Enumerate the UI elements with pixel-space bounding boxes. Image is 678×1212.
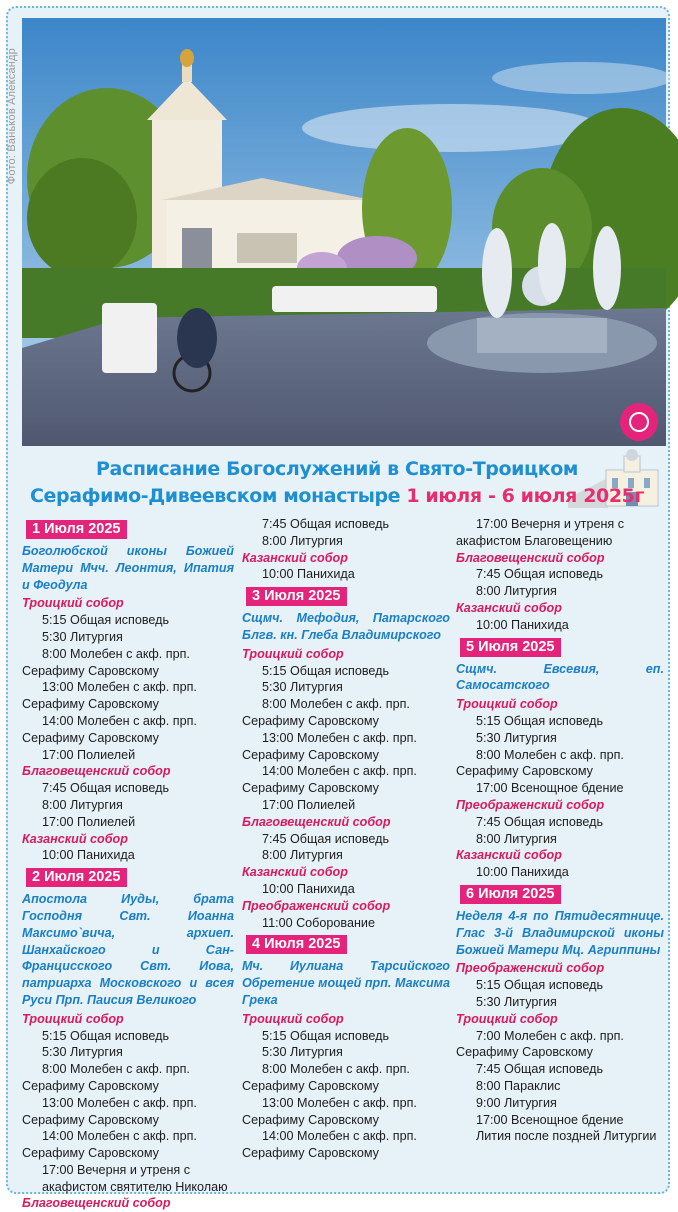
service-entry: 8:00 Литургия	[476, 584, 557, 599]
service-entry: 17:00 Полиелей	[42, 814, 136, 829]
church-heading: Казанский собор	[22, 831, 128, 846]
service-entry: 13:00 Молебен с акф. прп.	[262, 1095, 417, 1110]
title-monastery: Серафимо-Дивеевском монастыре	[29, 485, 401, 507]
saint-commemoration: Сщмч. Мефодия, Патарского Блгв. кн. Глеба Владимирского	[242, 611, 450, 642]
service-entry-continuation: Серафиму Саровскому	[242, 1078, 379, 1093]
service-entry-continuation: Серафиму Саровскому	[456, 764, 593, 779]
service-entry: 5:30 Литургия	[262, 1045, 343, 1060]
publisher-logo-icon	[620, 403, 658, 441]
service-entry: 11:00 Соборование	[262, 915, 375, 930]
date-badge	[456, 881, 664, 908]
title-line-1: Расписание Богослужений в Свято-Троицком	[96, 458, 578, 480]
church-heading: Казанский собор	[456, 600, 562, 615]
date-badge	[242, 931, 450, 958]
schedule-column-1	[22, 516, 234, 1212]
church-heading: Троицкий собор	[242, 1011, 344, 1026]
service-entry: 5:15 Общая исповедь	[262, 1028, 390, 1043]
date-badge	[242, 583, 450, 610]
service-entry: 5:15 Общая исповедь	[476, 978, 604, 993]
service-entry-continuation: Серафиму Саровскому	[22, 1146, 159, 1161]
service-entry-continuation: Серафиму Саровскому	[456, 1045, 593, 1060]
date-badge-label: 5 Июля 2025	[460, 638, 561, 657]
service-entry: 8:00 Параклис	[476, 1078, 561, 1093]
schedule-column-2	[242, 516, 450, 1162]
service-entry-continuation: Серафиму Саровскому	[242, 781, 379, 796]
service-entry: Лития после поздней Литургии	[476, 1129, 657, 1144]
church-heading: Казанский собор	[456, 848, 562, 863]
service-entry: 7:45 Общая исповедь	[476, 567, 604, 582]
service-entry-continuation: Серафиму Саровскому	[242, 747, 379, 762]
church-heading: Троицкий собор	[22, 596, 124, 611]
church-heading: Казанский собор	[242, 550, 348, 565]
service-entry: 17:00 Полиелей	[42, 747, 136, 762]
date-badge-label: 4 Июля 2025	[246, 935, 347, 954]
service-entry: 7:45 Общая исповедь	[262, 831, 390, 846]
service-entry: 5:15 Общая исповедь	[476, 713, 604, 728]
saint-commemoration: Боголюбской иконы Божией Матери Мчч. Леонтия, Ипатия и Феодула	[22, 544, 234, 592]
service-entry: 14:00 Молебен с акф. прп.	[262, 764, 417, 779]
date-badge-label: 6 Июля 2025	[460, 885, 561, 904]
service-entry: 8:00 Литургия	[262, 533, 343, 548]
photo-credit: Фото: Ваньков Александр	[6, 48, 18, 185]
saint-commemoration: Апостола Иуды, брата Господня Свт. Иоанна Максимо`вича, архиеп. Шанхайского и Сан-Францисского Свт. Иова, патриарха Московского и всея Руси Прп. Паисия Великого	[22, 892, 234, 1007]
service-entry: 8:00 Молебен с акф. прп.	[476, 747, 624, 762]
service-entry-continuation: Серафиму Саровскому	[22, 697, 159, 712]
service-entry-continuation: Серафиму Саровскому	[22, 663, 159, 678]
service-entry: 13:00 Молебен с акф. прп.	[262, 730, 417, 745]
church-heading: Преображенский собор	[456, 961, 605, 976]
service-entry: 5:15 Общая исповедь	[42, 1028, 170, 1043]
service-entry: 17:00 Всенощное бдение	[476, 781, 624, 796]
service-entry-continuation: Серафиму Саровскому	[242, 713, 379, 728]
service-entry: 13:00 Молебен с акф. прп.	[42, 680, 197, 695]
church-heading: Троицкий собор	[456, 697, 558, 712]
service-entry: 10:00 Панихида	[262, 881, 355, 896]
date-badge-label: 2 Июля 2025	[26, 868, 127, 887]
service-entry: 14:00 Молебен с акф. прп.	[262, 1129, 417, 1144]
service-entry: 8:00 Литургия	[262, 848, 343, 863]
church-heading: Преображенский собор	[456, 797, 605, 812]
service-entry: 5:15 Общая исповедь	[262, 663, 390, 678]
monastery-photo	[22, 18, 666, 446]
saint-commemoration: Сщмч. Евсевия, еп. Самосатского	[456, 661, 664, 693]
service-entry: 8:00 Молебен с акф. прп.	[42, 1062, 190, 1077]
service-entry: 17:00 Всенощное бдение	[476, 1112, 624, 1127]
church-heading: Благовещенский собор	[22, 764, 171, 779]
title-dates: 1 июля - 6 июля 2025г	[406, 485, 644, 507]
service-entry: 8:00 Литургия	[476, 831, 557, 846]
service-entry-continuation: акафистом Благовещению	[456, 533, 613, 548]
service-entry: 17:00 Полиелей	[262, 797, 356, 812]
title-line-2	[8, 483, 666, 510]
service-entry: 10:00 Панихида	[476, 617, 569, 632]
date-badge-label: 3 Июля 2025	[246, 587, 347, 606]
church-heading: Благовещенский собор	[242, 814, 391, 829]
service-entry: 7:45 Общая исповедь	[476, 814, 604, 829]
service-entry: 14:00 Молебен с акф. прп.	[42, 1129, 197, 1144]
service-entry: 8:00 Молебен с акф. прп.	[262, 1062, 410, 1077]
date-badge-label: 1 Июля 2025	[26, 520, 127, 539]
church-heading: Троицкий собор	[456, 1011, 558, 1026]
service-entry: 8:00 Молебен с акф. прп.	[262, 697, 410, 712]
church-heading: Преображенский собор	[242, 898, 391, 913]
service-entry: 5:30 Литургия	[476, 994, 557, 1009]
poster-frame	[6, 6, 670, 1211]
service-entry: 5:30 Литургия	[262, 680, 343, 695]
service-entry: 5:30 Литургия	[42, 629, 123, 644]
church-heading: Троицкий собор	[22, 1011, 124, 1026]
church-heading: Троицкий собор	[242, 646, 344, 661]
date-badge	[22, 864, 234, 891]
service-entry: 10:00 Панихида	[476, 865, 569, 880]
service-entry: 7:45 Общая исповедь	[476, 1062, 604, 1077]
date-badge	[456, 634, 664, 661]
service-entry: 5:30 Литургия	[42, 1045, 123, 1060]
service-entry: 7:00 Молебен с акф. прп.	[476, 1028, 624, 1043]
church-heading: Благовещенский собор	[456, 550, 605, 565]
service-entry: 8:00 Литургия	[42, 797, 123, 812]
service-entry-continuation: Серафиму Саровскому	[22, 1112, 159, 1127]
page-title	[8, 456, 666, 510]
service-entry: 7:45 Общая исповедь	[42, 781, 170, 796]
service-entry-continuation: Серафиму Саровскому	[22, 1078, 159, 1093]
service-entry: 5:30 Литургия	[476, 730, 557, 745]
service-entry: 17:00 Вечерня и утреня с акафистом святителю Николаю	[42, 1162, 228, 1194]
service-entry: 10:00 Панихида	[262, 567, 355, 582]
service-entry: 8:00 Молебен с акф. прп.	[42, 646, 190, 661]
schedule-column-3	[456, 516, 664, 1145]
service-entry: 10:00 Панихида	[42, 848, 135, 863]
saint-commemoration: Мч. Иулиана Тарсийского Обретение мощей прп. Максима Грека	[242, 959, 450, 1007]
service-entry: 13:00 Молебен с акф. прп.	[42, 1095, 197, 1110]
church-heading: Казанский собор	[242, 865, 348, 880]
service-entry: 5:15 Общая исповедь	[42, 613, 170, 628]
service-entry-continuation: Серафиму Саровскому	[242, 1146, 379, 1161]
service-entry: 14:00 Молебен с акф. прп.	[42, 713, 197, 728]
date-badge	[22, 516, 234, 543]
service-entry: 9:00 Литургия	[476, 1095, 557, 1110]
saint-commemoration: Неделя 4-я по Пятидесятнице. Глас 3-й Владимирской иконы Божией Матери Мц. Агриппины	[456, 908, 664, 957]
service-entry: 17:00 Вечерня и утреня с	[476, 517, 625, 531]
service-entry-continuation: Серафиму Саровскому	[242, 1112, 379, 1127]
church-heading: Благовещенский собор	[22, 1196, 171, 1211]
service-entry: 7:45 Общая исповедь	[262, 517, 390, 531]
service-entry-continuation: Серафиму Саровскому	[22, 730, 159, 745]
